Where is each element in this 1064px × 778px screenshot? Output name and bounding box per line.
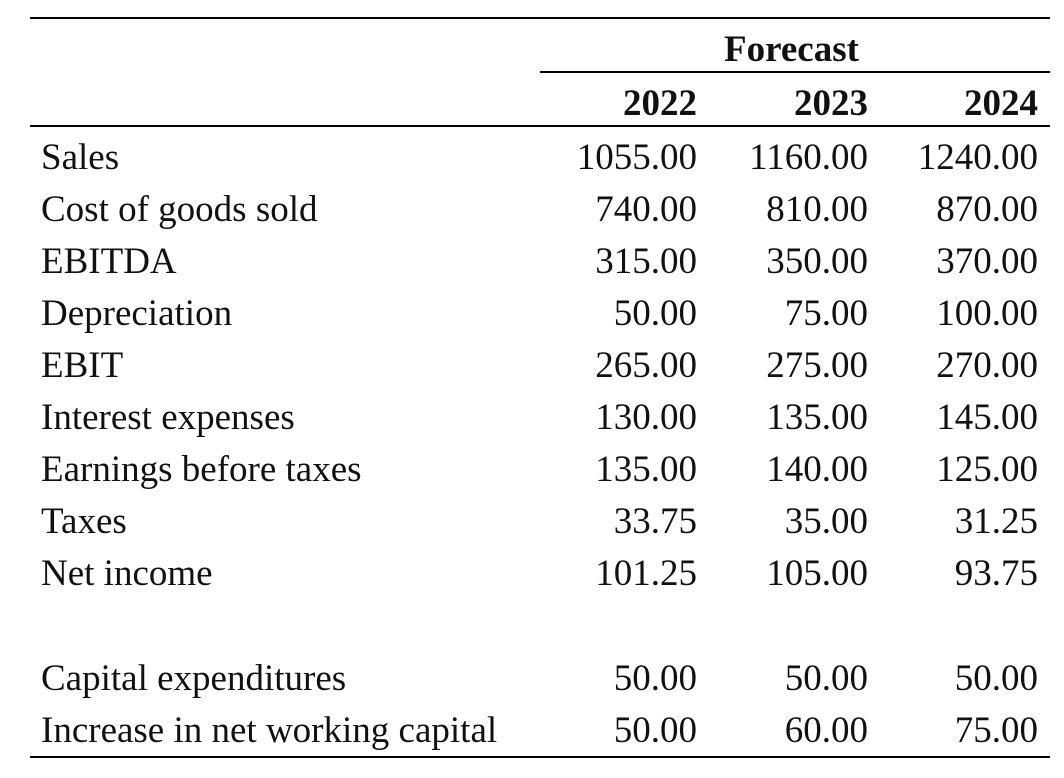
row-value: 33.75 xyxy=(613,501,697,542)
row-value: 75.00 xyxy=(954,710,1038,751)
row-value: 270.00 xyxy=(936,345,1038,386)
row-value: 50.00 xyxy=(613,710,697,751)
row-label: Earnings before taxes xyxy=(41,449,362,490)
header-bottom-rule xyxy=(30,125,1050,127)
year-header-2024: 2024 xyxy=(964,83,1038,124)
row-value: 135.00 xyxy=(595,449,697,490)
row-value: 50.00 xyxy=(613,658,697,699)
year-header-2023: 2023 xyxy=(794,83,868,124)
row-value: 870.00 xyxy=(936,189,1038,230)
row-value: 50.00 xyxy=(954,658,1038,699)
row-label: Net income xyxy=(41,553,213,594)
bottom-rule xyxy=(30,756,1050,758)
row-value: 75.00 xyxy=(784,293,868,334)
row-value: 105.00 xyxy=(766,553,868,594)
row-label: Cost of goods sold xyxy=(41,189,318,230)
row-value: 350.00 xyxy=(766,241,868,282)
row-value: 275.00 xyxy=(766,345,868,386)
row-value: 60.00 xyxy=(784,710,868,751)
row-label: Increase in net working capital xyxy=(41,710,498,751)
row-label: Capital expenditures xyxy=(41,658,347,699)
row-value: 50.00 xyxy=(784,658,868,699)
row-value: 125.00 xyxy=(936,449,1038,490)
row-value: 1160.00 xyxy=(749,137,868,178)
row-value: 145.00 xyxy=(936,397,1038,438)
row-value: 135.00 xyxy=(766,397,868,438)
row-value: 1055.00 xyxy=(576,137,697,178)
year-header-2022: 2022 xyxy=(623,83,697,124)
top-rule xyxy=(30,17,1050,19)
row-value: 35.00 xyxy=(784,501,868,542)
row-value: 265.00 xyxy=(595,345,697,386)
row-label: EBIT xyxy=(41,345,124,386)
row-value: 101.25 xyxy=(595,553,697,594)
row-value: 130.00 xyxy=(595,397,697,438)
row-value: 740.00 xyxy=(595,189,697,230)
row-value: 93.75 xyxy=(954,553,1038,594)
row-value: 31.25 xyxy=(954,501,1038,542)
row-value: 50.00 xyxy=(613,293,697,334)
row-label: EBITDA xyxy=(41,241,177,282)
forecast-header: Forecast xyxy=(724,29,859,70)
row-label: Sales xyxy=(41,137,120,178)
row-value: 1240.00 xyxy=(917,137,1038,178)
row-label: Interest expenses xyxy=(41,397,295,438)
row-label: Taxes xyxy=(41,501,127,542)
row-value: 810.00 xyxy=(766,189,868,230)
row-label: Depreciation xyxy=(41,293,233,334)
row-value: 100.00 xyxy=(936,293,1038,334)
row-value: 370.00 xyxy=(936,241,1038,282)
row-value: 140.00 xyxy=(766,449,868,490)
row-value: 315.00 xyxy=(595,241,697,282)
